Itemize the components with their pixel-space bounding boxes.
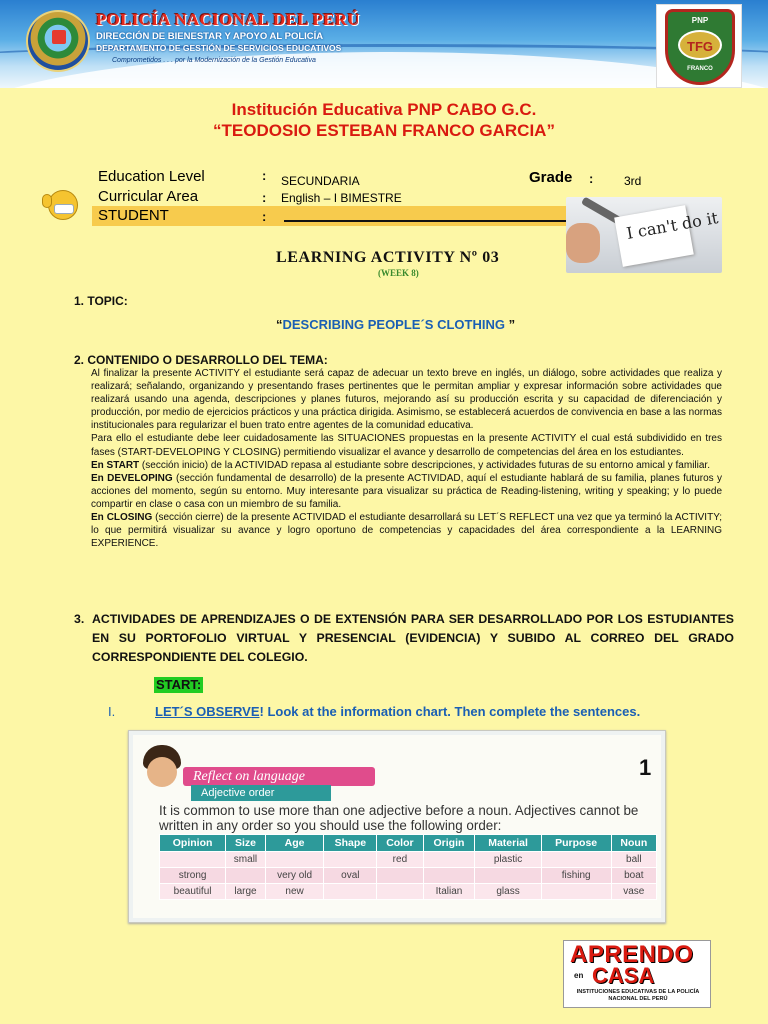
education-level-value: SECUNDARIA	[281, 174, 360, 188]
table-row	[160, 868, 657, 884]
table-row	[160, 852, 657, 868]
department-name: DEPARTAMENTO DE GESTIÓN DE SERVICIOS EDUCATIVOS	[96, 43, 342, 53]
table-cell: glass	[475, 884, 541, 900]
observe-instruction: I. LET´S OBSERVE! Look at the information chart. Then complete the sentences.	[108, 704, 641, 719]
table-cell	[324, 884, 377, 900]
table-cell: ball	[611, 852, 656, 868]
grade-label: Grade	[529, 169, 573, 186]
content-paragraph: Al finalizar la presente ACTIVITY el estudiante será capaz de adecuar un texto breve en inglés, un diálogo, sobre actividades que realiza y realizará; señalando, organizando y presentando frases pertinentes que le permitan ampliar y expresar información sobre actividades que realizará usando una agenda, descripciones y planes futuros, mejorando así su producción escrita y su capacidad de diferenciación y producción, por medio de ejercicios prácticos y una práctica dirigida. Asimismo, se establecerá acuerdos de convivencia en base a las normas institucionales para regularizar el buen trato entre agentes de la comunidad educativa.	[91, 368, 722, 432]
education-level-label: Education Level	[98, 168, 205, 185]
colon: :	[262, 168, 267, 183]
table-cell	[265, 852, 324, 868]
topic-title: “DESCRIBING PEOPLE´S CLOTHING ”	[276, 317, 516, 332]
content-paragraph: En DEVELOPING (sección fundamental de desarrollo) de la presente ACTIVIDAD, aquí el estudiante hablará de su familia, planes futuros y acciones del momento, según su entorno. Muy interesante para visualizar su práctica de Reading-listening, writing y speaking; y lo puede compartir en clase o casa con un miembro de su familia.	[91, 472, 722, 510]
header-banner	[0, 0, 768, 88]
topic-heading: 1. TOPIC:	[74, 294, 128, 308]
card-subtitle: Adjective order	[191, 785, 331, 801]
table-cell	[160, 852, 226, 868]
directorate-name: DIRECCIÓN DE BIENESTAR Y APOYO AL POLICÍA	[96, 31, 324, 42]
student-name-line[interactable]	[284, 220, 567, 222]
table-cell: red	[377, 852, 423, 868]
colon: :	[589, 171, 594, 186]
grade-value: 3rd	[624, 174, 642, 188]
institution-name: POLICÍA NACIONAL DEL PERÚ	[96, 10, 360, 29]
content-paragraph: Para ello el estudiante debe leer cuidadosamente las SITUACIONES propuestas en la presente ACTIVITY el cual está subdividido en tres fases (START-DEVELOPING Y CLOSING) permitiendo visualizar el avance y desarrollo de competencias del área en los estudiantes.	[91, 433, 722, 458]
reflect-on-language-card	[128, 730, 666, 923]
table-cell	[475, 868, 541, 884]
table-cell	[541, 884, 611, 900]
table-cell	[377, 884, 423, 900]
table-cell	[324, 852, 377, 868]
table-row	[160, 884, 657, 900]
content-body	[91, 367, 722, 550]
lets-observe-link[interactable]: LET´S OBSERVE	[155, 704, 260, 719]
table-cell: boat	[611, 868, 656, 884]
topic-text: DESCRIBING PEOPLE´S CLOTHING	[282, 317, 505, 332]
table-cell: small	[226, 852, 266, 868]
table-header: Purpose	[541, 835, 611, 852]
school-name-line2: “TEODOSIO ESTEBAN FRANCO GARCIA”	[213, 121, 555, 140]
content-paragraph: En CLOSING (sección cierre) de la presente ACTIVIDAD el estudiante desarrollará su LET´S REFLECT una vez que ya terminó la ACTIVITY; lo que permitirá visualizar su avance y logro oportuno de competencias y capacidades del área correspondiente a la LEARNING EXPERIENCE.	[91, 512, 722, 550]
shield-icon: PNP TFG FRANCO	[665, 9, 735, 85]
table-cell: new	[265, 884, 324, 900]
institution-block	[96, 10, 536, 64]
start-tag: START:	[156, 677, 202, 692]
card-ribbon: Reflect on language	[183, 767, 375, 786]
table-cell: oval	[324, 868, 377, 884]
content-heading: 2. CONTENIDO O DESARROLLO DEL TEMA:	[74, 353, 328, 367]
student-label: STUDENT	[98, 207, 169, 224]
table-cell: fishing	[541, 868, 611, 884]
police-crest-icon	[26, 10, 90, 72]
activity-title: LEARNING ACTIVITY Nº 03	[276, 249, 500, 266]
masked-face-icon	[42, 188, 82, 222]
table-header: Origin	[423, 835, 475, 852]
cant-do-it-photo	[566, 197, 722, 273]
activity-week: (WEEK 8)	[378, 268, 419, 278]
table-header: Size	[226, 835, 266, 852]
table-cell	[377, 868, 423, 884]
school-name-line1: Institución Educativa PNP CABO G.C.	[231, 100, 537, 119]
card-description: It is common to use more than one adjective before a noun. Adjectives cannot be written in any order so you should use the following order:	[159, 803, 639, 833]
table-cell	[423, 852, 475, 868]
colon: :	[262, 209, 267, 224]
table-cell: beautiful	[160, 884, 226, 900]
motto: Comprometidos . . . por la Modernización de la Gestión Educativa	[112, 57, 316, 64]
table-cell	[541, 852, 611, 868]
table-header: Age	[265, 835, 324, 852]
table-cell	[423, 868, 475, 884]
school-logo	[656, 4, 742, 88]
roman-numeral: I.	[108, 704, 116, 719]
table-header: Material	[475, 835, 541, 852]
table-cell: strong	[160, 868, 226, 884]
curricular-area-value: English – I BIMESTRE	[281, 191, 402, 205]
table-cell: Italian	[423, 884, 475, 900]
colon: :	[262, 190, 267, 205]
table-header: Noun	[611, 835, 656, 852]
adjective-order-table	[159, 834, 657, 900]
aprendo-en-casa-logo: APRENDO en CASA INSTITUCIONES EDUCATIVAS DE LA POLICÍA NACIONAL DEL PERÚ	[563, 940, 711, 1008]
photo-caption: I can't do it	[625, 208, 720, 243]
table-cell: plastic	[475, 852, 541, 868]
table-cell	[226, 868, 266, 884]
table-header: Opinion	[160, 835, 226, 852]
activities-heading: 3. ACTIVIDADES DE APRENDIZAJES O DE EXTENSIÓN PARA SER DESARROLLADO POR LOS ESTUDIANTES EN SU PORTOFOLIO VIRTUAL Y PRESENCIAL (EVIDENCIA) Y SUBIDO AL CORREO DEL GRADO CORRESPONDIENTE DEL COLEGIO.	[74, 612, 734, 664]
content-paragraph: En START (sección inicio) de la ACTIVIDAD repasa al estudiante sobre descripciones, y actividades futuras de su entorno amical y familiar.	[91, 459, 710, 471]
table-cell: vase	[611, 884, 656, 900]
table-cell: large	[226, 884, 266, 900]
table-header: Color	[377, 835, 423, 852]
curricular-area-label: Curricular Area	[98, 188, 199, 205]
student-illustration-icon	[139, 745, 185, 795]
card-number: 1	[639, 755, 652, 780]
table-cell: very old	[265, 868, 324, 884]
table-header: Shape	[324, 835, 377, 852]
